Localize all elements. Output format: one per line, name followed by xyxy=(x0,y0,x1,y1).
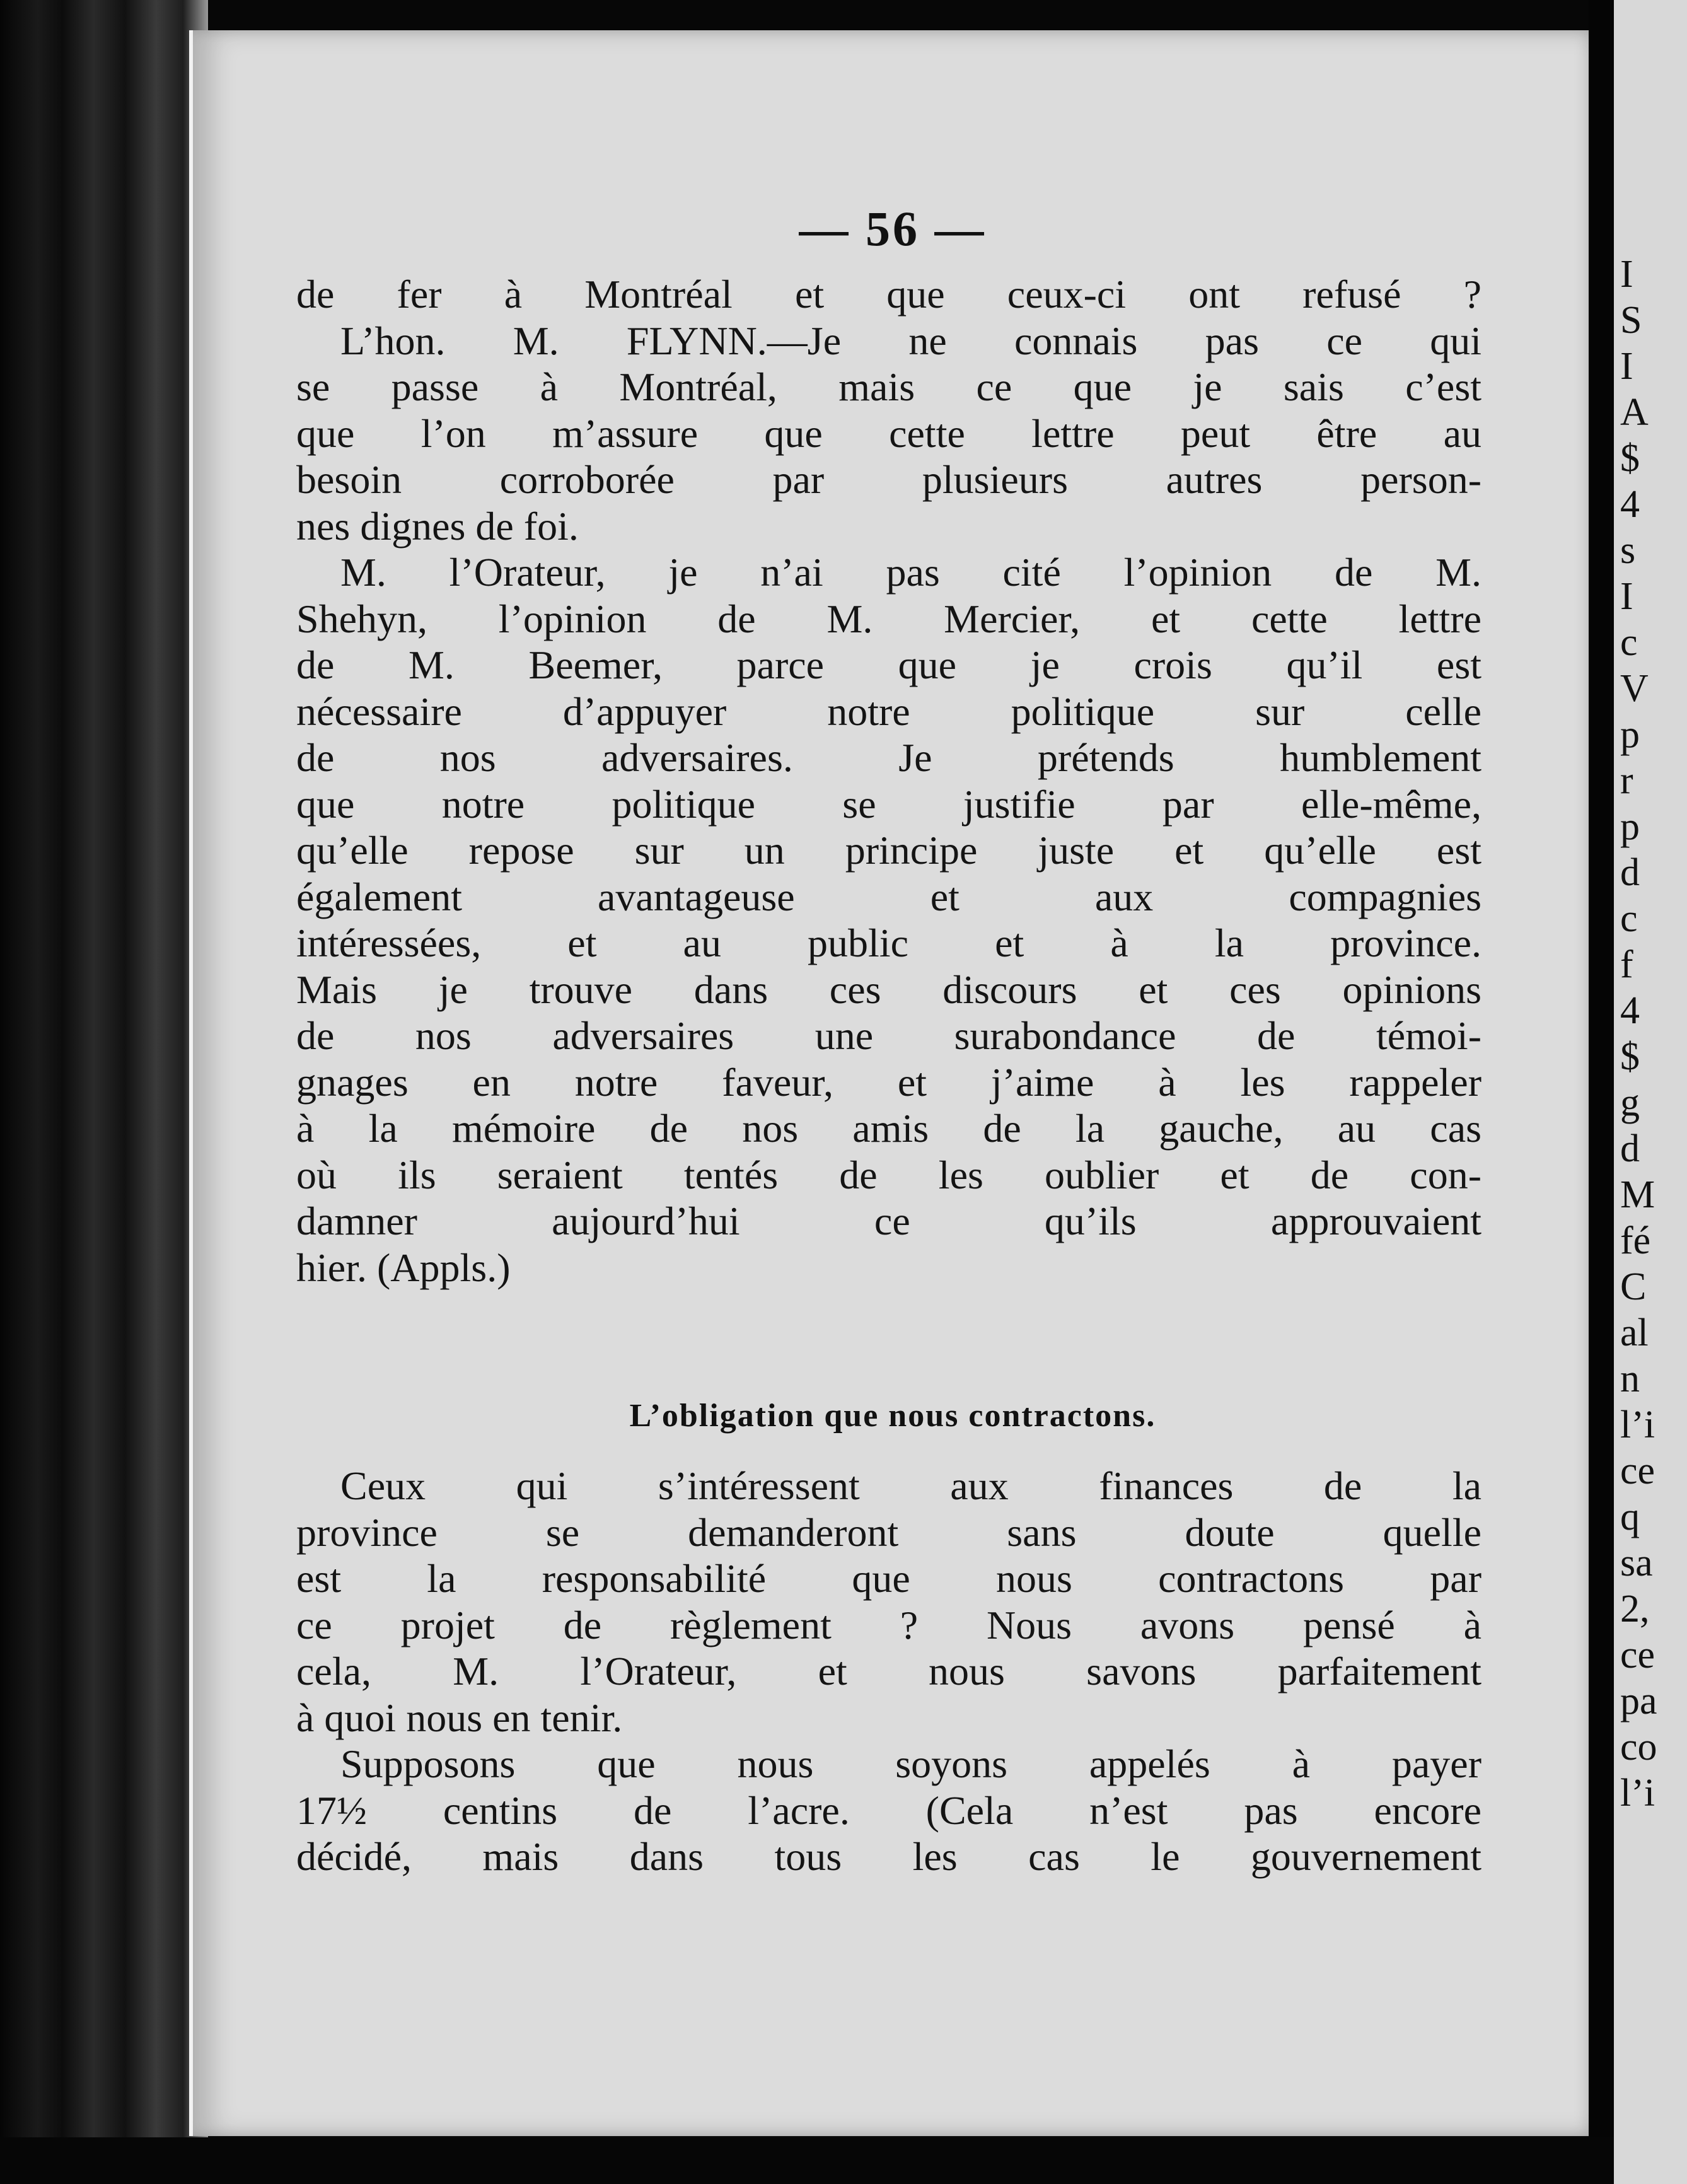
text-line: Ceux qui s’intéressent aux finances de la xyxy=(340,1463,1481,1508)
text-line: Shehyn, l’opinion de M. Mercier, et cette lettre xyxy=(296,596,1481,641)
body-text-section-1 xyxy=(296,271,1481,1291)
text-line: que l’on m’assure que cette lettre peut être au xyxy=(296,410,1481,456)
text-line: également avantageuse et aux compagnies xyxy=(296,874,1481,919)
adjacent-page-fragment: ce xyxy=(1620,1634,1655,1676)
text-line: décidé, mais dans tous les cas le gouvernement xyxy=(296,1834,1481,1879)
text-line: gnages en notre faveur, et j’aime à les rappeler xyxy=(296,1059,1481,1105)
adjacent-page-fragment: pa xyxy=(1620,1680,1657,1722)
adjacent-page-fragment: g xyxy=(1620,1081,1640,1124)
text-line: de fer à Montréal et que ceux-ci ont refusé ? xyxy=(296,272,1481,317)
adjacent-page-fragment: $ xyxy=(1620,437,1640,480)
adjacent-page-fragment: A xyxy=(1620,391,1649,434)
adjacent-page-fragment: l’i xyxy=(1620,1772,1655,1815)
adjacent-page-fragment: p xyxy=(1620,713,1640,756)
text-line: nécessaire d’appuyer notre politique sur celle xyxy=(296,688,1481,734)
adjacent-page-fragment: s xyxy=(1620,529,1636,572)
adjacent-page-fragment: C xyxy=(1620,1265,1647,1308)
adjacent-page-fragment: f xyxy=(1620,943,1633,986)
text-line: où ils seraient tentés de les oublier et de con- xyxy=(296,1152,1481,1197)
adjacent-page-fragment: I xyxy=(1620,345,1633,388)
adjacent-page-fragment: n xyxy=(1620,1357,1640,1400)
text-line: intéressées, et au public et à la province. xyxy=(296,921,1481,965)
text-line: de M. Beemer, parce que je crois qu’il est xyxy=(296,642,1481,687)
adjacent-page-fragment: d xyxy=(1620,851,1640,894)
adjacent-page-fragment: V xyxy=(1620,667,1649,710)
page-number: — 56 — xyxy=(799,201,987,256)
adjacent-page-fragment: 2, xyxy=(1620,1588,1650,1630)
text-line: besoin corroborée par plusieurs autres person- xyxy=(296,457,1481,502)
text-line: L’hon. M. FLYNN.—Je ne connais pas ce qui xyxy=(340,318,1481,363)
adjacent-page-fragment: fé xyxy=(1620,1219,1651,1262)
body-text-section-2 xyxy=(296,1463,1481,1880)
text-line: Supposons que nous soyons appelés à payer xyxy=(340,1741,1481,1786)
text-line: 17½ centins de l’acre. (Cela n’est pas encore xyxy=(296,1787,1481,1833)
adjacent-page-fragment: 4 xyxy=(1620,483,1640,526)
text-line: province se demanderont sans doute quelle xyxy=(296,1509,1481,1555)
text-line: à la mémoire de nos amis de la gauche, au cas xyxy=(296,1106,1481,1151)
adjacent-page-fragment: al xyxy=(1620,1311,1649,1354)
text-line: qu’elle repose sur un principe juste et qu’elle est xyxy=(296,828,1481,873)
book-edge xyxy=(0,0,208,2184)
adjacent-page-fragment: c xyxy=(1620,897,1638,940)
text-line: Mais je trouve dans ces discours et ces opinions xyxy=(296,967,1481,1012)
text-line: se passe à Montréal, mais ce que je sais c’est xyxy=(296,364,1481,409)
adjacent-page-fragment: M xyxy=(1620,1173,1655,1216)
text-line: M. l’Orateur, je n’ai pas cité l’opinion de M. xyxy=(340,550,1481,595)
adjacent-page-fragment: $ xyxy=(1620,1035,1640,1078)
adjacent-page-fragment: ce xyxy=(1620,1449,1655,1492)
text-line: est la responsabilité que nous contractons par xyxy=(296,1556,1481,1601)
text-line: de nos adversaires une surabondance de témoi- xyxy=(296,1013,1481,1058)
adjacent-page-fragment: co xyxy=(1620,1726,1657,1769)
adjacent-page-fragment: I xyxy=(1620,253,1633,296)
adjacent-page-fragment: 4 xyxy=(1620,989,1640,1032)
page-gutter xyxy=(1589,0,1614,2184)
adjacent-page-fragment: p xyxy=(1620,805,1640,848)
section-heading: L’obligation que nous contractons. xyxy=(629,1398,1156,1434)
scan-frame-top xyxy=(0,0,1614,30)
text-line: de nos adversaires. Je prétends humblement xyxy=(296,735,1481,780)
adjacent-page-fragment: I xyxy=(1620,575,1633,618)
adjacent-page-fragment: S xyxy=(1620,299,1642,342)
text-line: cela, M. l’Orateur, et nous savons parfaitement xyxy=(296,1649,1481,1693)
text-line: hier. (Appls.) xyxy=(296,1245,511,1290)
text-line: ce projet de règlement ? Nous avons pensé à xyxy=(296,1602,1481,1647)
scan-frame-bottom xyxy=(0,2137,1614,2184)
adjacent-page-fragment: q xyxy=(1620,1496,1640,1538)
text-line: nes dignes de foi. xyxy=(296,503,579,549)
adjacent-page-fragment: sa xyxy=(1620,1542,1653,1584)
adjacent-page-fragment: l’i xyxy=(1620,1403,1655,1446)
adjacent-page-fragment: d xyxy=(1620,1127,1640,1170)
text-line: que notre politique se justifie par elle-même, xyxy=(296,781,1481,827)
adjacent-page-fragment: r xyxy=(1620,759,1633,802)
adjacent-page-edge xyxy=(1614,0,1687,2184)
text-line: damner aujourd’hui ce qu’ils approuvaient xyxy=(296,1199,1481,1243)
text-line: à quoi nous en tenir. xyxy=(296,1695,623,1740)
adjacent-page-fragment: c xyxy=(1620,621,1638,664)
